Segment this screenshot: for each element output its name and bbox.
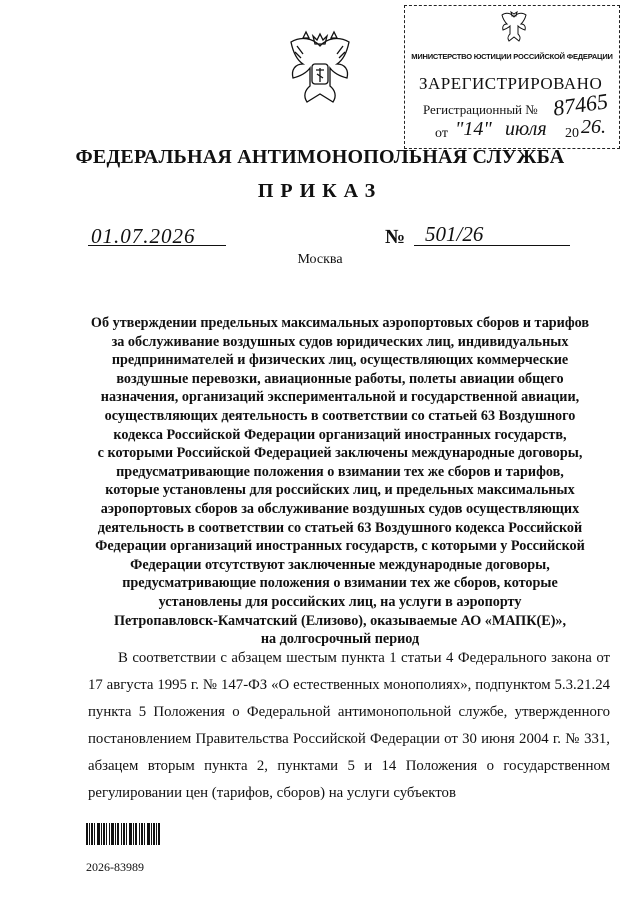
stamp-coat-of-arms-icon xyxy=(499,10,529,44)
title-line: с которыми Российской Федерацией заключены международные договоры, xyxy=(97,445,583,462)
stamp-ministry-name: МИНИСТЕРСТВО ЮСТИЦИИ РОССИЙСКОЙ ФЕДЕРАЦИИ xyxy=(411,52,613,61)
stamp-year-handwritten: 26. xyxy=(581,116,606,138)
title-line: деятельность в соответствии со статьей 63 Воздушного кодекса Российской xyxy=(97,519,583,536)
title-line: Федерации организаций иностранных государств, с которыми у Российской xyxy=(95,538,585,555)
coat-of-arms-emblem xyxy=(283,30,357,110)
title-line: воздушные перевозки, авиационные работы, полеты авиации общего xyxy=(116,370,564,387)
title-line: установлены для российских лиц, на услуги в аэропорту xyxy=(158,593,522,610)
title-line: предпринимателей и физических лиц, осуществляющих коммерческие xyxy=(111,352,569,369)
title-line: аэропортовых сборов за обслуживание воздушных судов осуществляющих xyxy=(100,500,580,517)
title-line: Петропавловск-Камчатский (Елизово), оказываемые АО «МАПК(Е)», xyxy=(113,612,567,629)
stamp-from-label: от xyxy=(435,126,448,141)
stamp-registration-number: 87465 xyxy=(551,88,610,121)
title-line: предусматривающие положения о взимании тех же сборов, которые xyxy=(122,575,558,592)
stamp-registration-number-label: Регистрационный № xyxy=(423,102,538,117)
title-line: кодекса Российской Федерации организаций иностранных государств, xyxy=(113,426,567,443)
title-line: Федерации отсутствуют заключенные международные договоры, xyxy=(130,556,550,573)
stamp-month: июля xyxy=(505,118,547,140)
document-type: ПРИКАЗ xyxy=(257,180,383,202)
order-date: 01.07.2026 xyxy=(91,224,196,248)
stamp-year-prefix: 20 xyxy=(565,126,579,141)
title-line: за обслуживание воздушных судов юридических лиц, индивидуальных xyxy=(111,333,569,350)
title-line: осуществляющих деятельность в соответствии со статьей 63 Воздушного xyxy=(104,407,576,424)
body-paragraph: В соответствии с абзацем шестым пункта 1 статьи 4 Федерального закона от 17 августа 1995 г. № 147-ФЗ «О естественных монополиях», подпунктом 5.3.21.24 пункта 5 Положения о Федеральной антимонопольной службе, утвержденного постановлением Правительства Российской Федерации от 30 июня 2004 г. № 331, абзацем вторым пункта 2, пунктами 5 и 14 Положения о государственном регулировании цен (тарифов, сборов) на услуги субъектов xyxy=(88,650,610,801)
title-line: на долгосрочный период xyxy=(260,631,420,648)
number-label: № xyxy=(385,226,406,248)
title-line: назначения, организаций экспериментальной и государственной авиации, xyxy=(100,389,580,406)
agency-name: ФЕДЕРАЛЬНАЯ АНТИМОНОПОЛЬНАЯ СЛУЖБА xyxy=(75,146,565,168)
number-underline xyxy=(414,245,570,246)
stamp-day: "14" xyxy=(455,118,492,140)
date-underline xyxy=(88,245,226,246)
document-code: 2026-83989 xyxy=(86,860,144,874)
title-line: которые установлены для российских лиц, и предельных максимальных xyxy=(105,482,575,499)
stamp-registered-label: ЗАРЕГИСТРИРОВАНО xyxy=(419,74,603,93)
registration-stamp xyxy=(404,5,620,149)
title-line: предусматривающие положения о взимании тех же сборов и тарифов, xyxy=(116,463,564,480)
order-title xyxy=(70,314,610,649)
barcode-icon xyxy=(86,823,160,845)
title-line: Об утверждении предельных максимальных аэропортовых сборов и тарифов xyxy=(90,315,590,331)
city: Москва xyxy=(297,252,343,267)
order-number: 501/26 xyxy=(425,222,484,246)
